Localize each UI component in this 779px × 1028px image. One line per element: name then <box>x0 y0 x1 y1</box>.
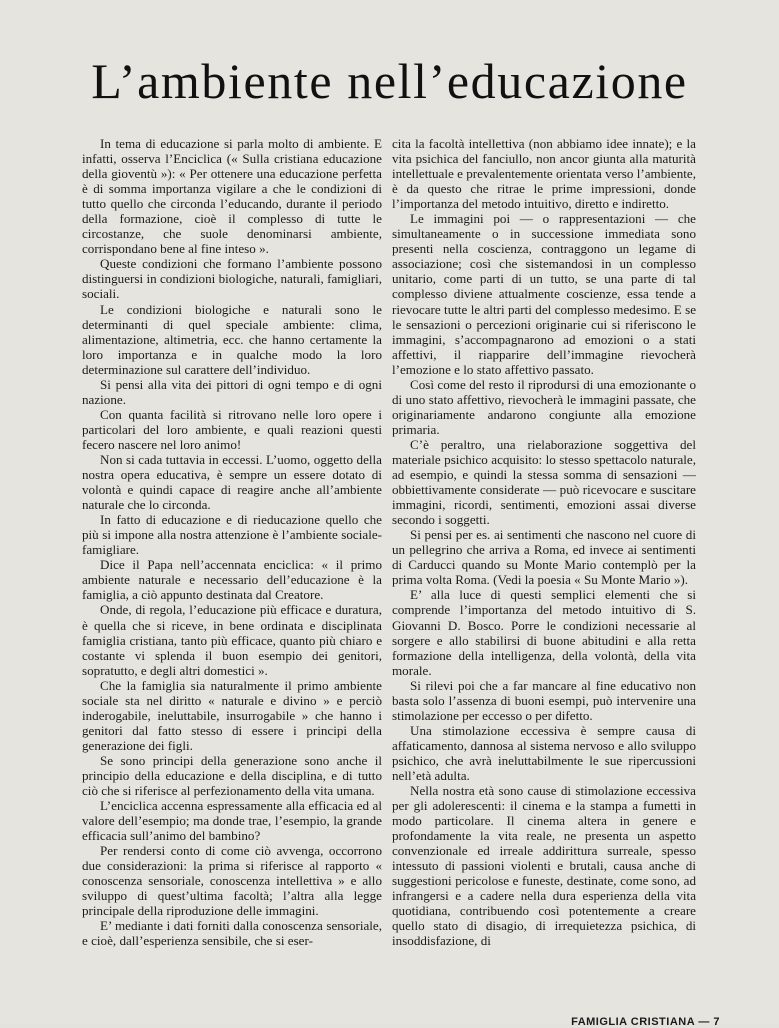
paragraph-continued: cita la facoltà intellettiva (non abbiamo idee innate); e la vita psichica del fanciullo, non ancor giunta alla maturità intellettuale e prevalentemente orientata verso l’ambiente, è da questo che ritrae le prime impressioni, donde l’importanza del metodo intuitivo, diretto e indiretto. <box>392 136 696 212</box>
paragraph: Una stimolazione eccessiva è sempre causa di affaticamento, dannosa al sistema nervoso e allo sviluppo psichico, che avrà ineluttabilmente le sue ripercussioni nell’età adulta. <box>392 722 696 783</box>
paragraph: Non si cada tuttavia in eccessi. L’uomo, oggetto della nostra opera educativa, è sempre un essere dotato di volontà e quindi capace di reagire anche all’ambiente naturale che lo circonda. <box>82 451 382 513</box>
left-column <box>82 136 382 949</box>
paragraph: Con quanta facilità si ritrovano nelle loro opere i particolari del loro ambiente, e quali reazioni questi fecero nascere nel loro animo! <box>82 406 382 452</box>
paragraph: Si pensi alla vita dei pittori di ogni tempo e di ogni nazione. <box>82 376 382 407</box>
right-column <box>392 136 696 949</box>
paragraph: Nella nostra età sono cause di stimolazione eccessiva per gli adolerescenti: il cinema e la stampa a fumetti in modo particolare. Il cinema altera in genere e profondamente la vita reale, ne presenta un aspetto convenzionale ed irreale addirittura surreale, spesso intessuto di passioni violenti e brutali, causa anche di suggestioni pericolose e funeste, destinate, come sono, ad infrangersi e a cadere nella dura esperienza della vita quotidiana, contribuendo così potentemente a creare quello stato di disagio, di irrequietezza psichica, di insoddisfazione, di <box>392 783 696 949</box>
paragraph: Dice il Papa nell’accennata enciclica: « il primo ambiente naturale e necessario dell’educazione è la famiglia, a ciò appunto destinata dal Creatore. <box>82 557 382 603</box>
paragraph: Le condizioni biologiche e naturali sono le determinanti di quel speciale ambiente: clima, alimentazione, altimetria, ecc. che hanno certamente la loro importanza e in qualche modo la loro determinazione sul carattere dell’individuo. <box>82 301 382 377</box>
paragraph: Onde, di regola, l’educazione più efficace e duratura, è quella che si riceve, in bene ordinata e disciplinata famiglia cristiana, tanto più efficace, quanto più chiaro e costante vi splenda il buon esempio dei genitori, sopratutto, e degli altri domestici ». <box>82 602 382 678</box>
paragraph: Per rendersi conto di come ciò avvenga, occorrono due considerazioni: la prima si riferisce al rapporto « conoscenza sensoriale, conoscenza intellettiva » e allo sviluppo di quest’ultima facoltà; l’altra alla legge principale della riproduzione delle immagini. <box>82 843 382 919</box>
paragraph: Le immagini poi — o rappresentazioni — che simultaneamente o in successione immediata sono presenti nella coscienza, contraggono un legame di associazione; così che sistemandosi in un complesso unitario, come parti di un tutto, se una parte di tal complesso diviene attualmente coscienze, essa tende a rievocare tutte le altri parti del complesso medesimo. E se le sensazioni o percezioni originarie cui si riferiscono le immagini, s’accompagnarono ad emozioni o a stati affettivi, il riapparire dell’immagine rievocherà l’emozione e lo stato affettivo passato. <box>392 211 696 377</box>
paragraph: E’ alla luce di questi semplici elementi che si comprende l’importanza del metodo intuitivo di S. Giovanni D. Bosco. Porre le condizioni necessarie al sorgere e allo stabilirsi di buone abitudini e alla retta formazione della intelligenza, della volontà, della vita morale. <box>392 587 696 678</box>
paragraph: Che la famiglia sia naturalmente il primo ambiente sociale sta nel diritto « naturale e divino » e perciò inderogabile, ineluttabile, insurrogabile » che hanno i genitori dal fatto stesso di essere i principi della generazione dei figli. <box>82 677 382 753</box>
paragraph: In tema di educazione si parla molto di ambiente. E infatti, osserva l’Enciclica (« Sulla cristiana educazione della gioventù »): « Per ottenere una educazione perfetta è di somma importanza vigilare a che le condizioni di tutto quello che circonda l’educando, durante il periodo della formazione, cioè il complesso di tutte le circostanze, che suole denominarsi ambiente, corrispondano bene al fine inteso ». <box>82 136 382 257</box>
paragraph: Così come del resto il riprodursi di una emozionante o di uno stato affettivo, rievocherà le immagini passate, che originariamente andarono congiunte alla emozione primaria. <box>392 376 696 437</box>
paragraph: L’enciclica accenna espressamente alla efficacia ed al valore dell’esempio; ma donde trae, l’esempio, la grande efficacia sull’animo del bambino? <box>82 798 382 844</box>
paragraph: E’ mediante i dati forniti dalla conoscenza sensoriale, e cioè, dall’esperienza sensibile, che si eser- <box>82 918 382 949</box>
paragraph: Queste condizioni che formano l’ambiente possono distinguersi in condizioni biologiche, naturali, famigliari, sociali. <box>82 256 382 302</box>
page-footer: FAMIGLIA CRISTIANA — 7 <box>571 1016 720 1028</box>
paragraph: In fatto di educazione e di rieducazione quello che più si impone alla nostra attenzione è l’ambiente sociale-famigliare. <box>82 512 382 558</box>
article-title: L’ambiente nell’educazione <box>91 53 688 109</box>
paragraph: Si rilevi poi che a far mancare al fine educativo non basta solo l’assenza di buoni esempi, può intervenire una stimolazione per eccesso o per difetto. <box>392 677 696 723</box>
paragraph: Se sono principi della generazione sono anche il principio della educazione e della disciplina, e di tutto ciò che si riferisce al perfezionamento della vita umana. <box>82 752 382 799</box>
paragraph: Si pensi per es. ai sentimenti che nascono nel cuore di un pellegrino che arriva a Roma, ed invece ai sentimenti di Carducci quando su Monte Mario contemplò per la prima volta Roma. (Vedi la poesia « Su Monte Mario »). <box>392 527 696 588</box>
paragraph: C’è peraltro, una rielaborazione soggettiva del materiale psichico acquisito: lo stesso spettacolo naturale, ad esempio, e quindi la stessa somma di sensazioni — obbiettivamente considerate — può ricevocare e suscitare immagini, ricordi, sentimenti, emozioni assai diverse secondo i soggetti. <box>392 436 696 528</box>
